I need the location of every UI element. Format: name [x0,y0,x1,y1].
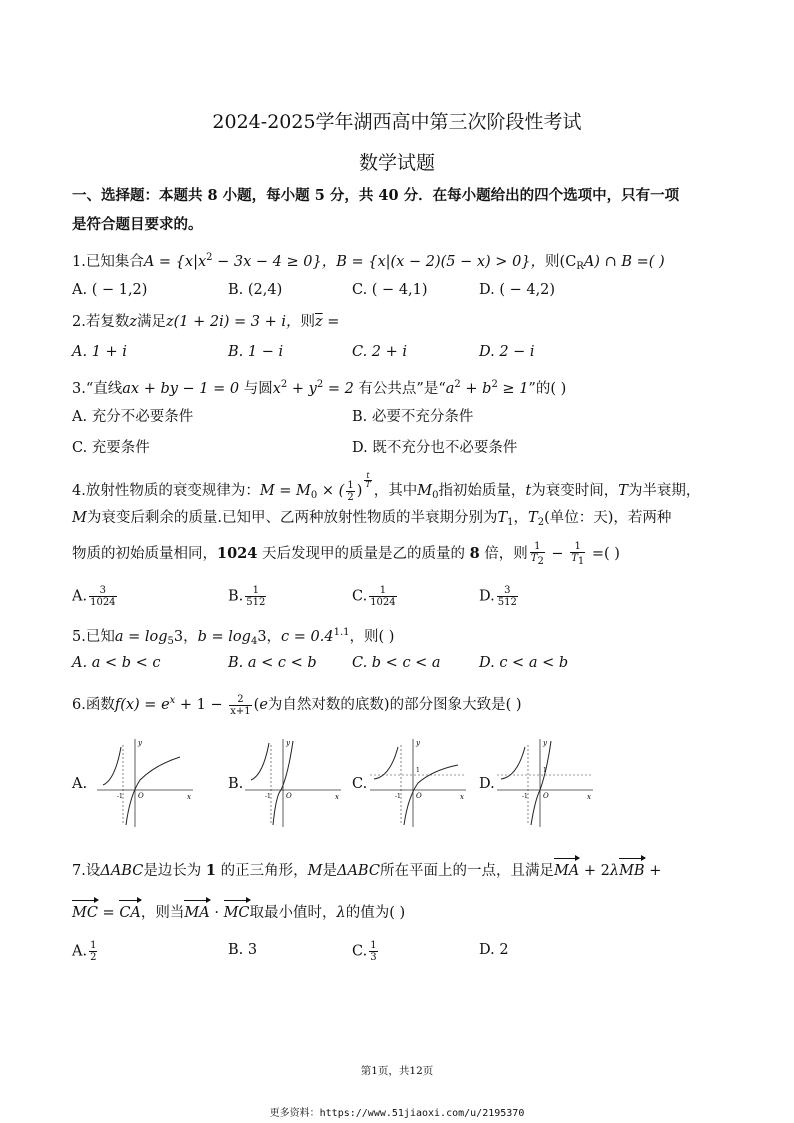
q6-option-b[interactable]: B. [228,776,244,792]
q7-option-c[interactable]: C. $\frac{1}{3}$ [352,940,377,963]
q5-option-a[interactable]: A. a < b < c [72,655,161,671]
q4-option-b[interactable]: B. $\frac{1}{512}$ [228,585,266,608]
q2-option-d[interactable]: D. 2 − i [479,344,535,360]
q7-option-d[interactable]: D. 2 [479,942,509,958]
q6-graph-c [368,735,478,830]
q2-option-b[interactable]: B. 1 − i [228,344,284,360]
q1-option-b[interactable]: B. (2,4) [228,282,283,298]
q5-option-b[interactable]: B. a < c < b [228,655,317,671]
q6-option-a[interactable]: A. [72,776,88,792]
q4-option-d[interactable]: D. $\frac{3}{512}$ [479,585,517,608]
graph-one-label: 1 [543,767,547,774]
question-7-line-1: 7.设ΔABC是边长为 1 的正三角形，M是ΔABC所在平面上的一点，且满足MA + 2λMB + [72,860,661,882]
question-7-line-2: MC = CA，则当MA · MC取最小值时，λ的值为( ) [72,902,405,924]
graph-y-label: y [138,739,142,747]
graph-minus-one-label: -1 [395,793,401,800]
q6-option-d[interactable]: D. [479,776,495,792]
q6-graph-d [495,735,605,830]
question-5: 5.已知$a = \log_53$，$b = \log_43$，$c = 0.4^{1.1}$，则( ) [72,627,395,647]
q4-option-c[interactable]: C. $\frac{1}{1024}$ [352,585,396,608]
question-4-line-2: M为衰变后剩余的质量.已知甲、乙两种放射性物质的半衰期分别为$T_1$，$T_2$(单位：天)，若两种 [72,510,672,528]
section-heading-cont: 是符合题目要求的。 [72,216,203,233]
question-2: 2.若复数z满足z(1 + 2i) = 3 + i，则$\overline{z}$ = [72,314,340,330]
graph-y-label: y [286,739,290,747]
graph-minus-one-label: -1 [117,793,123,800]
q5-option-c[interactable]: C. b < c < a [352,655,441,671]
q2-option-c[interactable]: C. 2 + i [352,344,408,360]
q3-option-b[interactable]: B. 必要不充分条件 [352,409,474,425]
section-heading: 一、选择题：本题共 8 小题，每小题 5 分，共 40 分．在每小题给出的四个选项中，只有一项 [72,187,680,204]
graph-origin-label: O [543,792,549,800]
q1-option-a[interactable]: A. ( − 1,2) [72,282,148,298]
question-3: 3.“直线ax + by − 1 = 0 与圆$x^2 + y^2 = 2$ 有公共点”是“$a^2 + b^2 \ge 1$”的( ) [72,379,567,397]
source-link[interactable]: 更多资料：https://www.51jiaoxi.com/u/2195370 [269,1108,525,1119]
q7-option-b[interactable]: B. 3 [228,942,258,958]
graph-one-label: 1 [416,767,420,774]
q5-option-d[interactable]: D. c < a < b [479,655,569,671]
question-1: 1.已知集合$A = \{x|x^2 - 3x - 4 \ge 0\}$，B = {x|(x − 2)(5 − x) > 0}，则$(C_RA)$ ∩ B =( ) [72,252,665,272]
graph-minus-one-label: -1 [522,793,528,800]
question-4-line-1: 4.放射性物质的衰变规律为：$M = M_0$ × ( $\frac{1}{2}$ ) $\frac{t}{T}$ ，其中$M_0$指初始质量，t为衰变时间，T为半衰期， [72,471,701,503]
q3-option-a[interactable]: A. 充分不必要条件 [72,409,194,425]
exam-title: 2024-2025学年湖西高中第三次阶段性考试 [212,111,582,133]
page-footer: 第1页，共12页 [360,1065,434,1077]
graph-minus-one-label: -1 [265,793,271,800]
q1-option-d[interactable]: D. ( − 4,2) [479,282,556,298]
graph-y-label: y [416,739,420,747]
q4-option-a[interactable]: A. $\frac{3}{1024}$ [72,585,116,608]
q1-option-c[interactable]: C. ( − 4,1) [352,282,428,298]
q2-option-a[interactable]: A. 1 + i [72,344,127,360]
graph-y-label: y [543,739,547,747]
question-4-line-3: 物质的初始质量相同，1024 天后发现甲的质量是乙的质量的 8 倍，则 $\frac{1}{T2}$ − $\frac{1}{T1}$ =( ) [72,541,620,567]
graph-origin-label: O [138,792,144,800]
graph-x-label: x [587,793,591,801]
graph-x-label: x [187,793,191,801]
q3-option-d[interactable]: D. 既不充分也不必要条件 [352,440,518,456]
graph-origin-label: O [286,792,292,800]
graph-x-label: x [335,793,339,801]
q3-option-c[interactable]: C. 充要条件 [72,440,150,456]
graph-x-label: x [460,793,464,801]
question-6: 6.函数$f(x) = e^x + 1$ − $\frac{2}{x+1}$ (e为自然对数的底数)的部分图象大致是( ) [72,693,522,717]
exam-subtitle: 数学试题 [358,152,435,174]
q6-option-c[interactable]: C. [352,776,368,792]
q6-graph-b [243,735,353,830]
q6-graph-a [95,735,205,830]
q7-option-a[interactable]: A. $\frac{1}{2}$ [72,940,97,963]
graph-origin-label: O [416,792,422,800]
